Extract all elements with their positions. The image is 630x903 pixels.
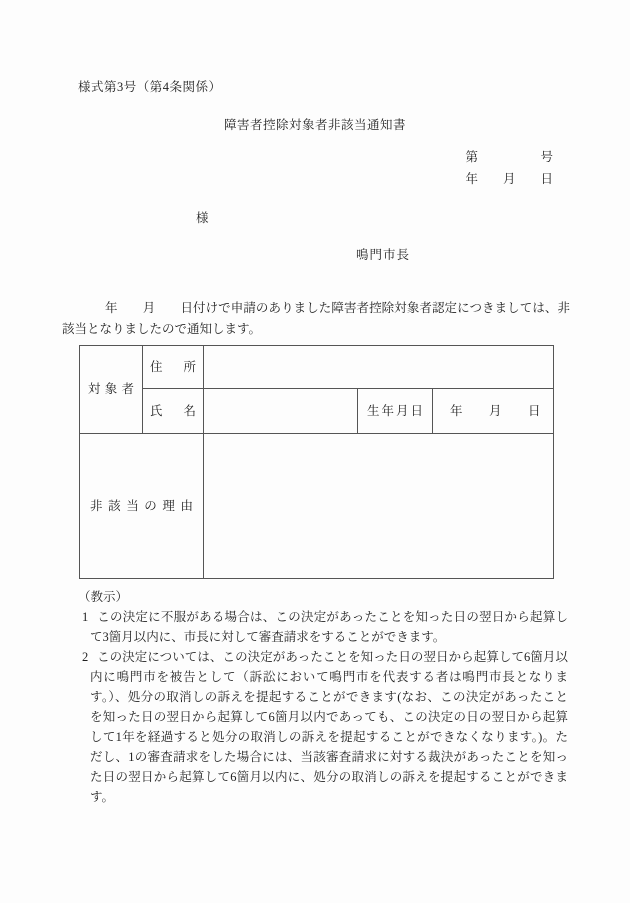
addressee-honorific: 様 — [196, 211, 209, 225]
document-date-line: 年 月 日 — [465, 172, 553, 186]
reason-value-cell — [204, 434, 554, 579]
birthdate-value-cell: 年 月 日 — [433, 389, 554, 434]
instruction-number-1: 1 — [82, 610, 89, 624]
form-number: 様式第3号（第4条関係） — [78, 80, 222, 94]
instructions-heading: （教示） — [78, 590, 129, 604]
instruction-text-1: この決定に不服がある場合は、この決定があったことを知った日の翌日から起算して3箇月以内に、市長に対して審査請求をすることができます。 — [90, 610, 568, 644]
name-label-cell: 氏名 — [143, 389, 204, 434]
reason-label-cell: 非該当の理由 — [80, 434, 204, 579]
instruction-number-2: 2 — [82, 650, 89, 664]
sender-title: 鳴門市長 — [356, 248, 411, 262]
table-row-address — [80, 346, 554, 389]
table-row-reason — [80, 434, 554, 579]
instruction-text-2: この決定については、この決定があったことを知った日の翌日から起算して6箇月以内に鳴門市を被告として（訴訟において鳴門市を代表する者は鳴門市長となります。）、処分の取消しの訴えを提起することができます(なお、この決定があったことを知った日の翌日から起算して6箇月以内であっても、この決定の日の翌日から起算して1年を経過すると処分の取消しの訴えを提起することができなくなります。)。ただし、1の審査請求をした場合には、当該審査請求に対する裁決があったことを知った日の翌日から起算して6箇月以内に、処分の取消しの訴えを提起することができます。 — [90, 650, 568, 804]
notification-body-text: 年 月 日付けで申請のありました障害者控除対象者認定につきましては、非該当となりましたので通知します。 — [62, 301, 570, 336]
address-value-cell — [204, 346, 554, 389]
address-label-cell: 住所 — [143, 346, 204, 389]
table-row-name-birthdate — [80, 389, 554, 434]
page-title: 障害者控除対象者非該当通知書 — [223, 118, 406, 132]
name-value-cell — [204, 389, 358, 434]
subject-info-table — [79, 345, 554, 579]
birthdate-label-cell: 生年月日 — [358, 389, 433, 434]
instruction-item-1 — [82, 607, 568, 647]
document-number-line: 第 号 — [465, 150, 553, 164]
subject-label-cell: 対象者 — [80, 346, 143, 434]
instruction-item-2 — [82, 647, 568, 807]
instructions-list — [82, 607, 568, 807]
